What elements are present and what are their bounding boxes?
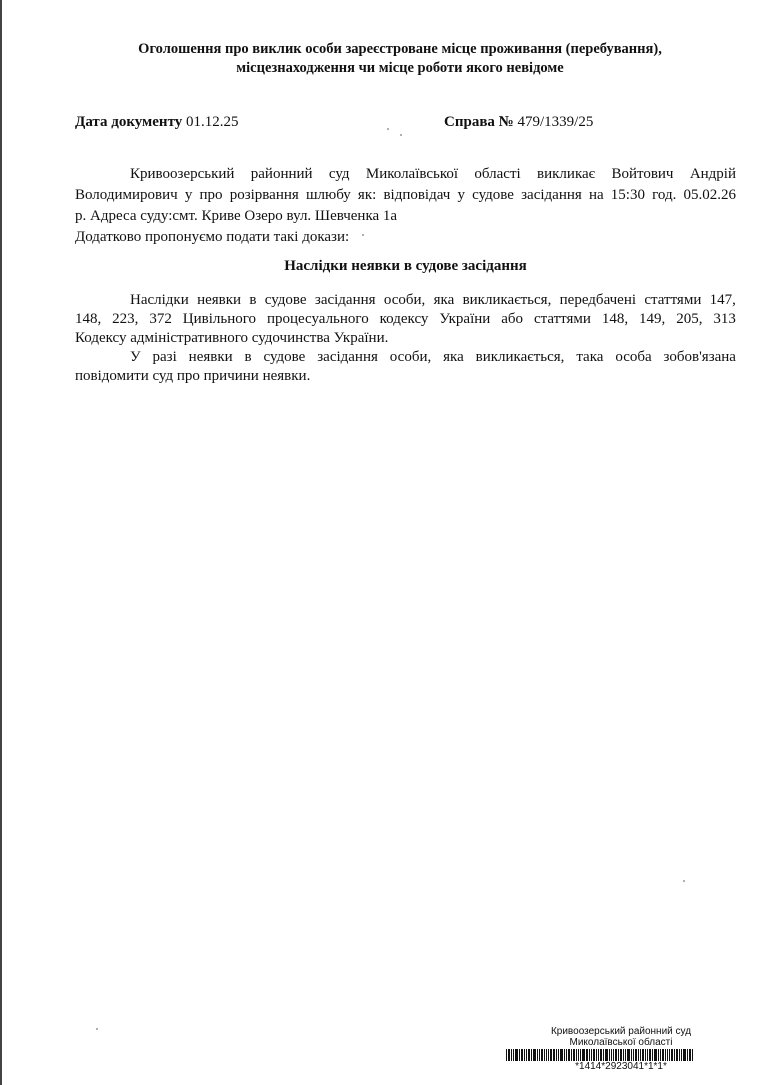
barcode-bar [665,1049,666,1061]
barcode-bar [515,1049,518,1061]
barcode-bar [635,1049,637,1061]
word: 148, [75,311,102,327]
title-line-1: Оголошення про виклик особи зареєстроване місце проживання (перебування), [138,41,662,57]
word: 313 [713,311,736,327]
word: передбачені [559,292,637,308]
case-number [444,113,593,132]
barcode-bar [573,1049,575,1061]
barcode-bar [568,1049,570,1061]
barcode-bar [513,1049,514,1061]
barcode-bar [640,1049,641,1061]
word: У [130,349,141,365]
barcode-bar [571,1049,572,1061]
barcode-bar [596,1049,597,1061]
barcode-bar [681,1049,682,1061]
word: або [501,311,524,327]
barcode-bar [524,1049,525,1061]
barcode [506,1049,736,1061]
barcode-bar [683,1049,686,1061]
word: в [249,292,257,308]
date-value: 01.12.25 [186,114,239,130]
barcode-bar [533,1049,536,1061]
barcode-bar [689,1049,691,1061]
barcode-bar [667,1049,668,1061]
word: засідання [317,349,378,365]
word: разі [152,349,177,365]
word: 149, [639,311,666,327]
scan-speck [96,1028,98,1030]
barcode-bar [647,1049,648,1061]
word: відповідач [383,187,451,203]
barcode-bar [609,1049,610,1061]
barcode-bar [586,1049,588,1061]
word: год. [652,187,677,203]
consequences-paragraph [75,291,736,386]
word: така [576,349,604,365]
word: шлюбу [305,187,351,203]
word: 05.02.26 [683,187,736,203]
barcode-bar [528,1049,530,1061]
barcode-bar [519,1049,520,1061]
word: 223, [112,311,139,327]
word: особи, [383,292,426,308]
barcode-bar [576,1049,577,1061]
word: засідання [521,187,582,203]
case-label: Справа № [444,114,514,130]
barcode-bar [669,1049,670,1061]
word: суд [328,166,350,182]
document-title [80,40,720,78]
barcode-bar [589,1049,590,1061]
barcode-bar [658,1049,659,1061]
summons-line-3: р. Адреса суду:смт. Криве Озеро вул. Шевченка 1а [75,208,398,224]
word: розірвання [229,187,299,203]
word: особа [615,349,652,365]
barcode-bar [611,1049,612,1061]
barcode-bar [623,1049,624,1061]
word: засідання [314,292,376,308]
word: про [199,187,223,203]
word: Андрій [689,166,736,182]
word: викликається, [475,349,565,365]
barcode-bar [537,1049,538,1061]
barcode-bar [548,1049,549,1061]
consequences-line-2 [75,310,736,329]
barcode-bar [605,1049,608,1061]
barcode-bar [531,1049,532,1061]
scan-speck [683,880,685,882]
barcode-bar [553,1049,555,1061]
stamp-court-name: Кривоозерський районний суд [550,1026,692,1037]
word: особи, [389,349,432,365]
barcode-bar [671,1049,673,1061]
barcode-bar [652,1049,653,1061]
word: судове [263,349,306,365]
court-stamp [506,1026,736,1048]
barcode-bar [603,1049,604,1061]
word: Наслідки [130,292,189,308]
date-label: Дата документу [75,114,183,130]
barcode-bar [521,1049,523,1061]
word: зобов'язана [663,349,736,365]
word: 372 [149,311,172,327]
barcode-bar [627,1049,630,1061]
consequences-line-4 [75,348,736,367]
scan-edge-line [0,0,2,1085]
barcode-bar [591,1049,592,1061]
barcode-bar [692,1049,693,1061]
consequences-line-3: Кодексу адміністративного судочинства України. [75,330,389,346]
barcode-bar [508,1049,510,1061]
barcode-bar [642,1049,644,1061]
barcode-bar [645,1049,646,1061]
word: області [474,166,521,182]
barcode-bar [539,1049,540,1061]
consequences-heading: Наслідки неявки в судове засідання [284,258,527,274]
barcode-bar [558,1049,559,1061]
barcode-bar [660,1049,661,1061]
word: у [184,187,193,203]
word: України [439,311,491,327]
word: у [457,187,465,203]
barcode-bar [556,1049,557,1061]
word: Володимирович [75,187,178,203]
word: судове [264,292,307,308]
scan-speck [387,128,389,130]
summons-paragraph [75,164,736,248]
word: неявки [188,349,233,365]
word: Войтович [611,166,674,182]
summons-line-2 [75,185,736,206]
word: яка [443,349,464,365]
word: 148, [601,311,629,327]
barcode-bar [615,1049,617,1061]
barcode-bar [506,1049,507,1061]
barcode-bar [618,1049,619,1061]
barcode-bar [550,1049,552,1061]
word: неявки [197,292,242,308]
barcode-bar [662,1049,664,1061]
scan-speck [362,234,364,236]
word: 15:30 [610,187,645,203]
word: процесуального [266,311,369,327]
barcode-bar [674,1049,675,1061]
barcode-bar [544,1049,545,1061]
word: в [244,349,252,365]
title-line-2: місцезнаходження чи місце роботи якого невідоме [236,60,564,76]
barcode-bar [687,1049,688,1061]
barcode-bar [620,1049,622,1061]
document-date [75,113,239,132]
barcode-bar [564,1049,565,1061]
summons-line-4: Додатково пропонуємо подати такі докази: [75,229,350,245]
barcode-bar [613,1049,614,1061]
barcode-bar [582,1049,585,1061]
word: судове [472,187,514,203]
barcode-bar [578,1049,579,1061]
word: на [588,187,604,203]
barcode-bar [600,1049,602,1061]
summons-line-1 [75,164,736,185]
stamp-region: Миколаївської області [569,1037,673,1048]
word: кодексу [379,311,429,327]
barcode-bar [633,1049,634,1061]
word: статтями [644,292,702,308]
barcode-bar [631,1049,632,1061]
barcode-bar [676,1049,678,1061]
barcode-bar [598,1049,599,1061]
word: викликається, [462,292,552,308]
consequences-line-1 [75,291,736,310]
barcode-bar [546,1049,547,1061]
consequences-line-5: повідомити суд про причини неявки. [75,368,311,384]
barcode-bar [526,1049,527,1061]
barcode-bar [511,1049,512,1061]
word: яка [433,292,455,308]
word: Цивільного [182,311,257,327]
word: 205, [676,311,703,327]
case-value: 479/1339/25 [517,114,594,130]
barcode-bar [593,1049,595,1061]
scan-speck [400,134,402,136]
word: Кривоозерський [130,166,235,182]
barcode-bar [638,1049,639,1061]
barcode-bar [560,1049,563,1061]
word: статтями [533,311,591,327]
word: Миколаївської [365,166,459,182]
barcode-bar [580,1049,581,1061]
barcode-bar [541,1049,543,1061]
barcode-number: *1414*2923041*1*1* [575,1061,667,1072]
barcode-bar [566,1049,567,1061]
word: районний [250,166,313,182]
word: 147, [709,292,736,308]
barcode-bar [649,1049,651,1061]
word: викликає [537,166,596,182]
barcode-bar [679,1049,680,1061]
word: як: [357,187,377,203]
barcode-bar [654,1049,657,1061]
barcode-bar [625,1049,626,1061]
